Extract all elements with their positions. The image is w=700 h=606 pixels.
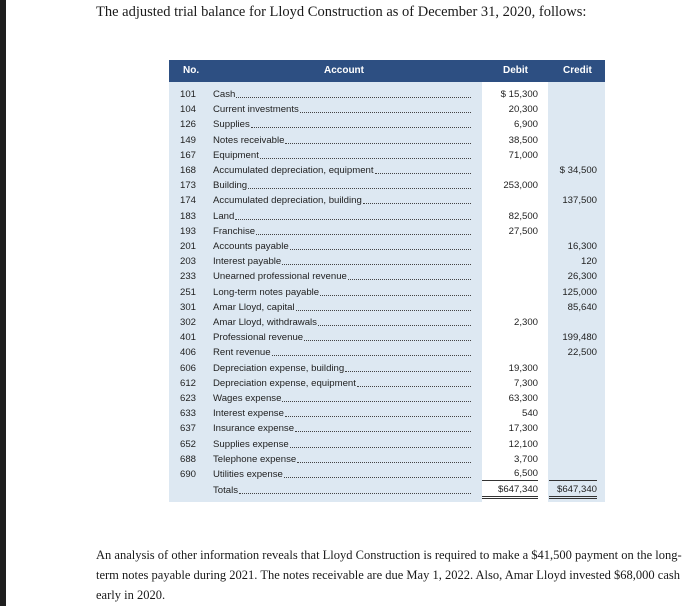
credit-amount: $ 34,500: [559, 165, 597, 176]
account-cell: [213, 361, 471, 376]
account-number: 174: [180, 195, 197, 207]
account-cell: [213, 163, 471, 178]
account-name: Equipment: [213, 149, 259, 161]
debit-amount: 253,000: [503, 180, 538, 192]
credit-amount: 85,640: [567, 301, 597, 313]
dot-leader: [290, 437, 471, 448]
dot-leader: [239, 483, 471, 494]
total-credit: $647,340: [549, 483, 597, 499]
account-number: 637: [180, 423, 197, 435]
account-cell: [213, 406, 471, 421]
debit-amount: 540: [521, 408, 538, 420]
account-number: 606: [180, 362, 197, 374]
debit-amount: 38,500: [508, 134, 538, 146]
account-name: Utilities expense: [213, 469, 283, 480]
account-number: 623: [180, 393, 197, 404]
dot-leader: [320, 285, 471, 296]
credit-amount: [549, 467, 597, 481]
account-name: Rent revenue: [213, 347, 271, 359]
account-number: 193: [180, 225, 197, 237]
debit-amount: 20,300: [508, 104, 538, 116]
account-cell: [213, 87, 471, 102]
account-number: 104: [180, 104, 197, 116]
debit-amount: 12,100: [508, 438, 538, 450]
table-row: [169, 437, 605, 452]
dot-leader: [297, 452, 471, 463]
header-no: No.: [183, 65, 200, 76]
account-name: Wages expense: [213, 393, 282, 404]
account-number: 633: [180, 408, 197, 420]
account-name: Insurance expense: [213, 423, 295, 435]
account-cell: [213, 330, 471, 345]
table-row: [169, 254, 605, 269]
credit-amount: 16,300: [567, 241, 597, 252]
table-row: [169, 269, 605, 284]
account-cell: [213, 254, 471, 269]
trial-balance-table: [169, 60, 605, 502]
account-cell: [213, 148, 471, 163]
totals-row: [169, 483, 605, 498]
account-name: Long-term notes payable: [213, 286, 320, 298]
analysis-text: An analysis of other information reveals that Lloyd Construction is required to make a $41,500 payment on the long-term notes payable during 2021. The notes receivable are due May 1, 2022. Also, Amar Lloyd invested $68,000 cash early in 2020.: [96, 548, 682, 602]
table-row: [169, 345, 605, 360]
account-number: 201: [180, 241, 197, 252]
account-cell: [213, 315, 471, 330]
dot-leader: [284, 467, 471, 478]
dot-leader: [295, 421, 471, 432]
table-header: [169, 60, 605, 82]
account-name: Supplies: [213, 119, 250, 131]
debit-amount: 82,500: [508, 210, 538, 222]
dot-leader: [318, 315, 471, 326]
account-name: Cash: [213, 89, 236, 100]
table-row: [169, 209, 605, 224]
dot-leader: [236, 87, 471, 98]
account-number: 406: [180, 347, 197, 359]
dot-leader: [285, 133, 471, 144]
debit-amount: 3,700: [513, 453, 538, 465]
table-row: [169, 117, 605, 132]
table-row: [169, 148, 605, 163]
dot-leader: [296, 300, 471, 311]
credit-amount: 125,000: [562, 286, 597, 298]
debit-amount: 6,500: [482, 467, 538, 481]
account-number: 612: [180, 377, 197, 389]
account-number: 690: [180, 469, 197, 480]
account-cell: [213, 285, 471, 300]
dot-leader: [304, 330, 471, 341]
left-edge-bar: [0, 0, 6, 606]
debit-amount: 6,900: [513, 119, 538, 131]
dot-leader: [285, 406, 471, 417]
account-name: Amar Lloyd, withdrawals: [213, 317, 317, 328]
table-row: [169, 452, 605, 467]
account-cell: [213, 269, 471, 284]
table-row: [169, 391, 605, 406]
account-name: Notes receivable: [213, 134, 285, 146]
account-name: Current investments: [213, 104, 299, 116]
dot-leader: [251, 117, 471, 128]
account-cell: [213, 133, 471, 148]
table-row: [169, 87, 605, 102]
total-debit: $647,340: [482, 483, 538, 499]
account-cell: [213, 391, 471, 406]
debit-amount: 63,300: [508, 393, 538, 404]
account-cell: [213, 209, 471, 224]
credit-amount: 199,480: [562, 332, 597, 344]
account-number: 183: [180, 210, 197, 222]
debit-amount: 71,000: [508, 149, 538, 161]
dot-leader: [375, 163, 471, 174]
dot-leader: [300, 102, 471, 113]
table-row: [169, 330, 605, 345]
header-account: Account: [324, 65, 364, 76]
credit-amount: 22,500: [567, 347, 597, 359]
account-number: 401: [180, 332, 197, 344]
dot-leader: [282, 391, 471, 402]
account-cell: [213, 117, 471, 132]
table-row: [169, 376, 605, 391]
dot-leader: [248, 178, 471, 189]
dot-leader: [357, 376, 471, 387]
table-row: [169, 193, 605, 208]
account-name: Accumulated depreciation, equipment: [213, 165, 374, 176]
dot-leader: [256, 224, 471, 235]
table-row: [169, 315, 605, 330]
account-number: 688: [180, 453, 197, 465]
account-number: 203: [180, 256, 197, 268]
account-number: 652: [180, 438, 197, 450]
table-row: [169, 133, 605, 148]
debit-amount: 17,300: [508, 423, 538, 435]
account-cell: [213, 452, 471, 467]
table-row: [169, 102, 605, 117]
table-row: [169, 406, 605, 421]
account-name: Depreciation expense, equipment: [213, 377, 356, 389]
credit-amount: 26,300: [567, 271, 597, 283]
account-number: 149: [180, 134, 197, 146]
table-row: [169, 467, 605, 482]
dot-leader: [363, 193, 471, 204]
dot-leader: [290, 239, 471, 250]
table-row: [169, 178, 605, 193]
account-cell: [213, 483, 471, 498]
header-credit: Credit: [563, 65, 592, 76]
account-cell: [213, 178, 471, 193]
account-cell: [213, 102, 471, 117]
account-name: Depreciation expense, building: [213, 362, 345, 374]
account-name: Interest payable: [213, 256, 282, 268]
intro-text: The adjusted trial balance for Lloyd Construction as of December 31, 2020, follows:: [96, 4, 587, 20]
account-name: Professional revenue: [213, 332, 304, 344]
account-cell: [213, 467, 471, 482]
dot-leader: [272, 345, 471, 356]
account-name: Unearned professional revenue: [213, 271, 347, 283]
table-row: [169, 163, 605, 178]
debit-amount: 7,300: [513, 377, 538, 389]
dot-leader: [235, 209, 471, 220]
account-number: 173: [180, 180, 197, 192]
account-cell: [213, 345, 471, 360]
account-number: 168: [180, 165, 197, 176]
account-name: Franchise: [213, 225, 256, 237]
account-number: 233: [180, 271, 197, 283]
account-number: 126: [180, 119, 197, 131]
account-name: Building: [213, 180, 248, 192]
table-row: [169, 421, 605, 436]
account-number: 301: [180, 301, 197, 313]
account-number: 251: [180, 286, 197, 298]
header-debit: Debit: [503, 65, 528, 76]
debit-amount: 27,500: [508, 225, 538, 237]
debit-amount: 19,300: [508, 362, 538, 374]
dot-leader: [345, 361, 471, 372]
account-cell: [213, 300, 471, 315]
table-row: [169, 285, 605, 300]
account-cell: [213, 437, 471, 452]
account-cell: [213, 421, 471, 436]
debit-amount: $ 15,300: [500, 89, 538, 100]
table-row: [169, 300, 605, 315]
account-number: 302: [180, 317, 197, 328]
account-cell: [213, 239, 471, 254]
account-cell: [213, 224, 471, 239]
account-number: 167: [180, 149, 197, 161]
dot-leader: [282, 254, 471, 265]
account-name: Land: [213, 210, 235, 222]
table-row: [169, 224, 605, 239]
account-number: 101: [180, 89, 197, 100]
account-name: Accumulated depreciation, building: [213, 195, 362, 207]
account-name: Accounts payable: [213, 241, 289, 252]
account-name: Telephone expense: [213, 453, 297, 465]
credit-amount: 137,500: [562, 195, 597, 207]
account-name: Supplies expense: [213, 438, 289, 450]
account-name: Interest expense: [213, 408, 284, 420]
dot-leader: [260, 148, 471, 159]
totals-label: Totals: [213, 485, 239, 497]
table-row: [169, 239, 605, 254]
debit-amount: 2,300: [513, 317, 538, 328]
account-name: Amar Lloyd, capital: [213, 301, 295, 313]
dot-leader: [348, 269, 471, 280]
table-row: [169, 361, 605, 376]
account-cell: [213, 376, 471, 391]
account-cell: [213, 193, 471, 208]
credit-amount: 120: [580, 256, 597, 268]
